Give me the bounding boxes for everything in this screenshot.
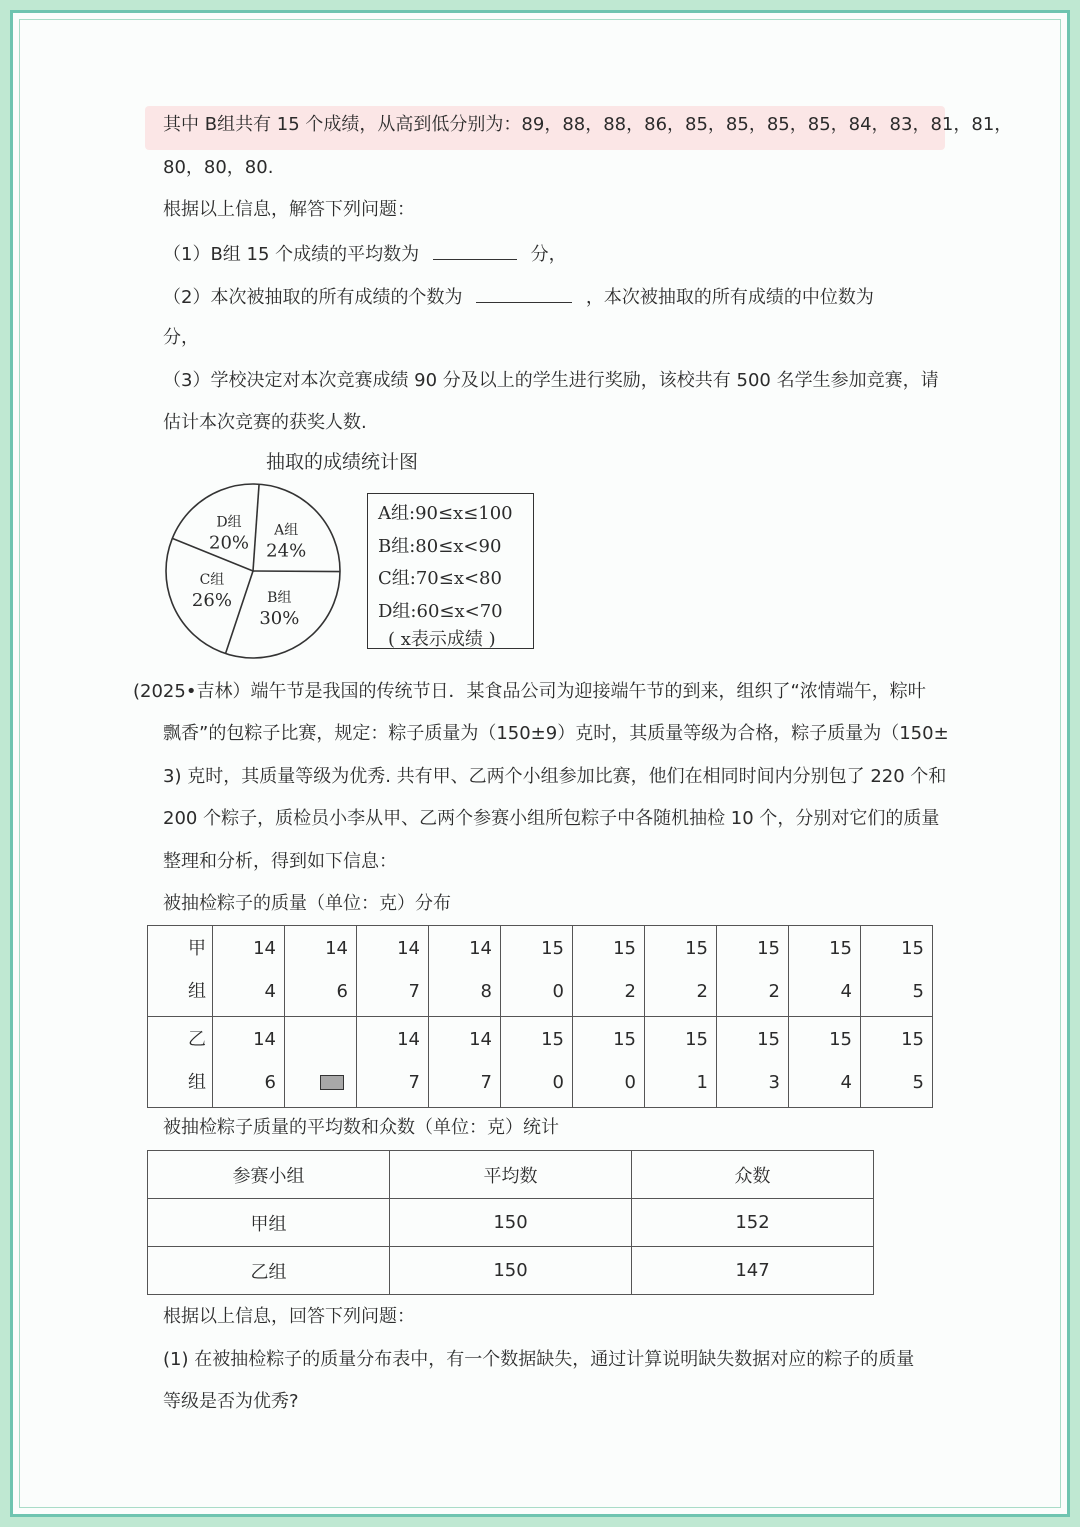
dist-value-part: 4 — [264, 981, 276, 1002]
pie-slice-percent: 20% — [209, 532, 250, 554]
dist-value-part: 15 — [829, 1029, 852, 1050]
dist-value-part: 2 — [696, 981, 708, 1002]
dist-cell — [573, 1017, 645, 1108]
dist-cell — [429, 1017, 501, 1108]
dist-value-part: 7 — [480, 1072, 492, 1093]
stat-caption: 被抽检粽子质量的平均数和众数（单位：克）统计 — [163, 1117, 559, 1138]
dist-cell — [789, 1017, 861, 1108]
dist-row-header-char: 甲 — [188, 938, 206, 959]
answer-blank-1[interactable] — [433, 241, 517, 260]
dist-row-header — [148, 926, 213, 1017]
dist-value-part: 7 — [408, 981, 420, 1002]
b-group-scores-line2: 80，80，80. — [163, 157, 274, 178]
question-2-text: （2）本次被抽取的所有成绩的个数为 — [163, 287, 463, 308]
answer-blank-2[interactable] — [476, 284, 572, 303]
chart-title: 抽取的成绩统计图 — [266, 451, 419, 473]
pie-slices — [166, 484, 340, 658]
dist-row-header — [148, 1017, 213, 1108]
answer-intro: 根据以上信息，回答下列问题： — [163, 1306, 415, 1327]
pie-slice-label: C组 — [199, 571, 225, 588]
dist-cell — [213, 926, 285, 1017]
dist-value-part: 14 — [469, 1029, 492, 1050]
missing-data-marker — [320, 1075, 344, 1090]
dist-cell — [861, 1017, 933, 1108]
pie-slice-boundary — [253, 571, 340, 572]
problem-line2: 飘香”的包粽子比赛，规定：粽子质量为（150±9）克时，其质量等级为合格，粽子质量为（150± — [163, 723, 949, 744]
dist-row-header-char: 组 — [188, 1072, 206, 1093]
dist-row-yi — [148, 1017, 933, 1108]
dist-value-part: 14 — [469, 938, 492, 959]
subquestion-1-line1: (1) 在被抽检粽子的质量分布表中，有一个数据缺失，通过计算说明缺失数据对应的粽子的质量 — [163, 1349, 915, 1370]
dist-cell — [717, 926, 789, 1017]
dist-cell — [429, 926, 501, 1017]
header-mode: 众数 — [632, 1151, 874, 1199]
dist-value-part: 15 — [829, 938, 852, 959]
question-1-unit: 分， — [530, 244, 567, 265]
legend-item-d: D组:60≤x<70 — [378, 600, 503, 622]
legend-item-a: A组:90≤x≤100 — [378, 503, 513, 524]
dist-value-part: 4 — [840, 1072, 852, 1093]
legend-item-b: B组:80≤x<90 — [378, 535, 502, 557]
dist-cell — [501, 926, 573, 1017]
dist-value-part: 15 — [541, 1029, 564, 1050]
dist-cell — [861, 926, 933, 1017]
dist-row-header-char: 乙 — [188, 1029, 206, 1050]
pie-slice-label: B组 — [267, 589, 292, 606]
dist-value-part: 15 — [613, 1029, 636, 1050]
dist-value-part: 0 — [552, 1072, 564, 1093]
dist-value-part: 15 — [757, 938, 780, 959]
dist-row-header-char: 组 — [188, 981, 206, 1002]
dist-value-part: 15 — [613, 938, 636, 959]
dist-value-part: 15 — [685, 1029, 708, 1050]
dist-cell — [645, 926, 717, 1017]
pie-slice-boundary — [253, 484, 259, 571]
dist-value-part: 15 — [901, 938, 924, 959]
problem-line1: (2025•吉林）端午节是我国的传统节日．某食品公司为迎接端午节的到来，组织了“浓情端午，粽叶 — [133, 681, 926, 702]
pie-slice-percent: 24% — [266, 540, 307, 562]
dist-value-part: 14 — [253, 1029, 276, 1050]
question-3-line1: （3）学校决定对本次竞赛成绩 90 分及以上的学生进行奖励，该校共有 500 名学生参加竞赛，请 — [163, 370, 939, 391]
dist-value-part: 14 — [397, 1029, 420, 1050]
dist-value-part: 2 — [768, 981, 780, 1002]
distribution-table — [147, 925, 933, 1108]
dist-cell — [717, 1017, 789, 1108]
dist-value-part: 2 — [624, 981, 636, 1002]
stat-mean: 150 — [390, 1247, 632, 1295]
stat-group-name: 乙组 — [148, 1247, 390, 1295]
pie-slice-boundary — [226, 571, 253, 654]
dist-cell — [789, 926, 861, 1017]
dist-value-part: 5 — [912, 981, 924, 1002]
dist-value-part: 6 — [264, 1072, 276, 1093]
dist-value-part: 4 — [840, 981, 852, 1002]
intro-text: 根据以上信息，解答下列问题： — [163, 199, 415, 220]
legend-item-c: C组:70≤x<80 — [378, 568, 502, 589]
pie-slice-label: D组 — [216, 514, 242, 531]
dist-value-part: 0 — [552, 981, 564, 1002]
pie-slice-percent: 30% — [259, 607, 300, 629]
question-1-text: （1）B组 15 个成绩的平均数为 — [163, 244, 420, 265]
pie-slice-label: A组 — [274, 522, 299, 539]
dist-cell — [501, 1017, 573, 1108]
dist-value-part: 15 — [757, 1029, 780, 1050]
dist-value-part: 5 — [912, 1072, 924, 1093]
dist-cell — [285, 926, 357, 1017]
dist-value-part: 15 — [541, 938, 564, 959]
dist-value-part: 1 — [696, 1072, 708, 1093]
header-mean: 平均数 — [390, 1151, 632, 1199]
legend-note: ( x表示成绩 ) — [388, 629, 496, 650]
question-2 — [163, 284, 874, 310]
pie-slice-percent: 26% — [191, 589, 232, 611]
dist-value-part: 14 — [325, 938, 348, 959]
dist-cell — [357, 1017, 429, 1108]
dist-value-part: 15 — [901, 1029, 924, 1050]
question-3-line2: 估计本次竞赛的获奖人数. — [163, 412, 367, 433]
dist-cell — [213, 1017, 285, 1108]
dist-value-part: 0 — [624, 1072, 636, 1093]
dist-value-part: 14 — [253, 938, 276, 959]
stat-table — [147, 1150, 874, 1295]
header-group: 参赛小组 — [148, 1151, 390, 1199]
subquestion-1-line2: 等级是否为优秀? — [163, 1391, 299, 1412]
stat-row-jia — [148, 1199, 874, 1247]
pie-chart — [160, 478, 346, 664]
stat-mode: 147 — [632, 1247, 874, 1295]
b-group-scores-line1: 其中 B组共有 15 个成绩，从高到低分别为：89，88，88，86，85，85，85，85，84，83，81，81， — [163, 114, 1013, 135]
dist-value-part: 3 — [768, 1072, 780, 1093]
dist-cell — [573, 926, 645, 1017]
dist-row-jia — [148, 926, 933, 1017]
dist-value-part: 6 — [336, 981, 348, 1002]
stat-mode: 152 — [632, 1199, 874, 1247]
question-1 — [163, 241, 567, 267]
dist-value-part: 7 — [408, 1072, 420, 1093]
question-2-line2: 分， — [163, 327, 199, 348]
dist-value-part: 8 — [480, 981, 492, 1002]
problem-line4: 200 个粽子，质检员小李从甲、乙两个参赛小组所包粽子中各随机抽检 10 个，分别对它们的质量 — [163, 808, 940, 829]
dist-cell — [285, 1017, 357, 1108]
stat-row-yi — [148, 1247, 874, 1295]
distribution-caption: 被抽检粽子的质量（单位：克）分布 — [163, 893, 451, 914]
stat-header-row — [148, 1151, 874, 1199]
dist-value-part: 14 — [397, 938, 420, 959]
dist-value-part: 15 — [685, 938, 708, 959]
stat-mean: 150 — [390, 1199, 632, 1247]
question-2-text-b: ，本次被抽取的所有成绩的中位数为 — [585, 287, 874, 308]
chart-legend — [367, 493, 534, 649]
problem-line3: 3) 克时，其质量等级为优秀. 共有甲、乙两个小组参加比赛，他们在相同时间内分别包了 220 个和 — [163, 766, 947, 787]
problem-line5: 整理和分析，得到如下信息： — [163, 851, 397, 872]
dist-cell — [645, 1017, 717, 1108]
stat-group-name: 甲组 — [148, 1199, 390, 1247]
dist-cell — [357, 926, 429, 1017]
